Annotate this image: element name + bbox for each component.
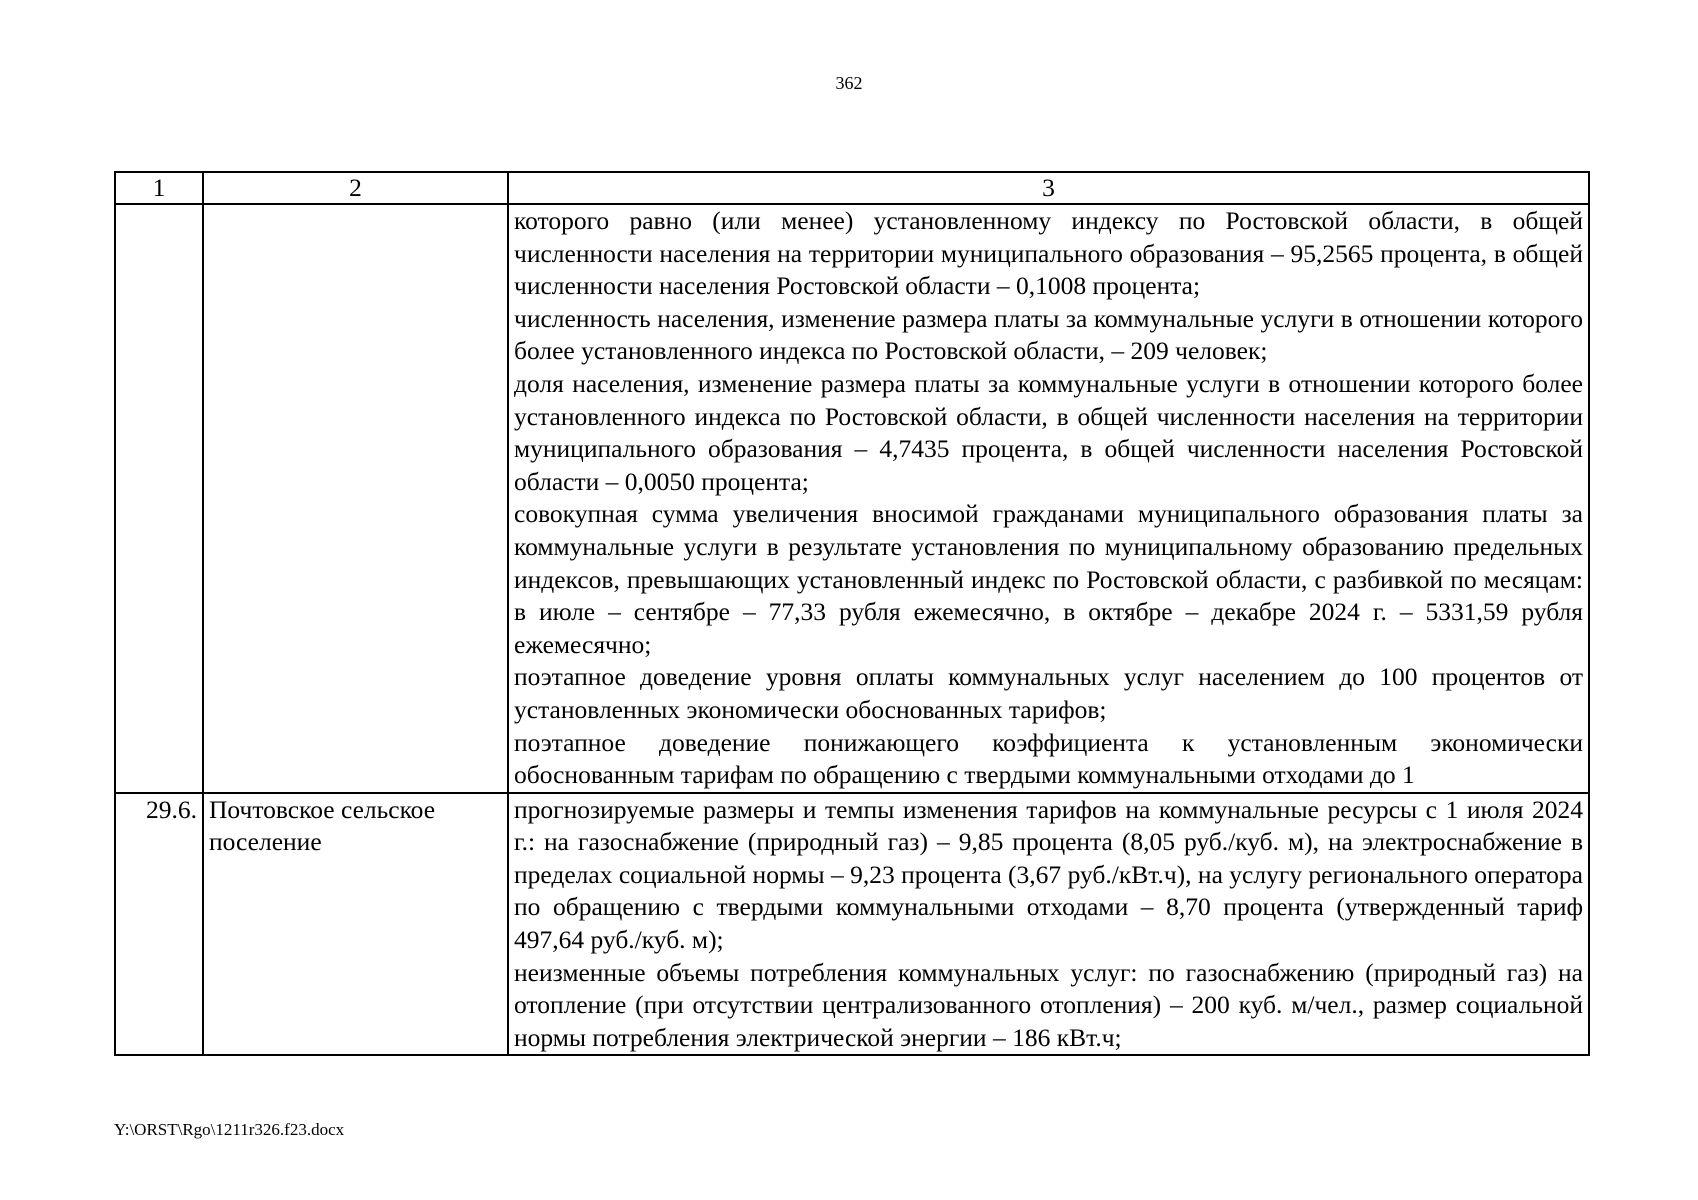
content-paragraph: неизменные объемы потребления коммунальных услуг: по газоснабжению (природный газ) на отопление (при отсутствии централизованного отопления) – 200 куб. м/чел., размер социальной нормы потребления электрической энергии – 186 кВт.ч;	[514, 957, 1583, 1052]
content-paragraph: прогнозируемые размеры и темпы изменения тарифов на коммунальные ресурсы с 1 июля 2024 г.: на газоснабжение (природный газ) – 9,85 процента (8,05 руб./куб. м), на электроснабжение в пределах социальной нормы – 9,23 процента (3,67 руб./кВт.ч), на услугу регионального оператора по обращению с твердыми коммунальными отходами – 8,70 процента (утвержденный тариф 497,64 руб./куб. м);	[514, 794, 1583, 955]
row-name-cell	[203, 204, 508, 793]
footer-file-path: Y:\ORST\Rgo\1211r326.f23.docx	[114, 1120, 345, 1139]
content-paragraph: поэтапное доведение уровня оплаты коммунальных услуг населением до 100 процентов от установленных экономически обоснованных тарифов;	[514, 662, 1583, 724]
column-header-2: 2	[203, 172, 508, 204]
row-content-cell	[508, 204, 1589, 793]
data-table	[114, 171, 1590, 1056]
table-row	[115, 793, 1589, 1056]
table-header-row	[115, 172, 1589, 204]
table-row	[115, 204, 1589, 793]
content-paragraph: численность населения, изменение размера платы за коммунальные услуги в отношении которого более установленного индекса по Ростовской области, – 209 человек;	[514, 303, 1583, 366]
content-paragraph: поэтапное доведение понижающего коэффициента к установленным экономически обоснованным тарифам по обращению с твердыми коммунальными отходами до 1	[514, 727, 1583, 790]
column-header-3: 3	[508, 172, 1589, 204]
row-number-cell	[115, 204, 203, 793]
row-content-cell	[508, 793, 1589, 1056]
content-paragraph: совокупная сумма увеличения вносимой гражданами муниципального образования платы за коммунальные услуги в результате установления по муниципальному образованию предельных индексов, превышающих установленный индекс по Ростовской области, с разбивкой по месяцам: в июле – сентябре – 77,33 рубля ежемесячно, в октябре – декабре 2024 г. – 5331,59 рубля ежемесячно;	[514, 499, 1583, 659]
row-name-cell: Почтовское сельское поселение	[203, 793, 508, 1056]
column-header-1: 1	[115, 172, 203, 204]
content-paragraph: доля населения, изменение размера платы за коммунальные услуги в отношении которого более установленного индекса по Ростовской области, в общей численности населения на территории муниципального образования – 4,7435 процента, в общей численности населения Ростовской области – 0,0050 процента;	[514, 368, 1583, 496]
page-number: 362	[835, 73, 863, 93]
row-number-cell: 29.6.	[115, 793, 203, 1056]
content-paragraph: которого равно (или менее) установленному индексу по Ростовской области, в общей численности населения на территории муниципального образования – 95,2565 процента, в общей численности населения Ростовской области – 0,1008 процента;	[514, 206, 1583, 301]
